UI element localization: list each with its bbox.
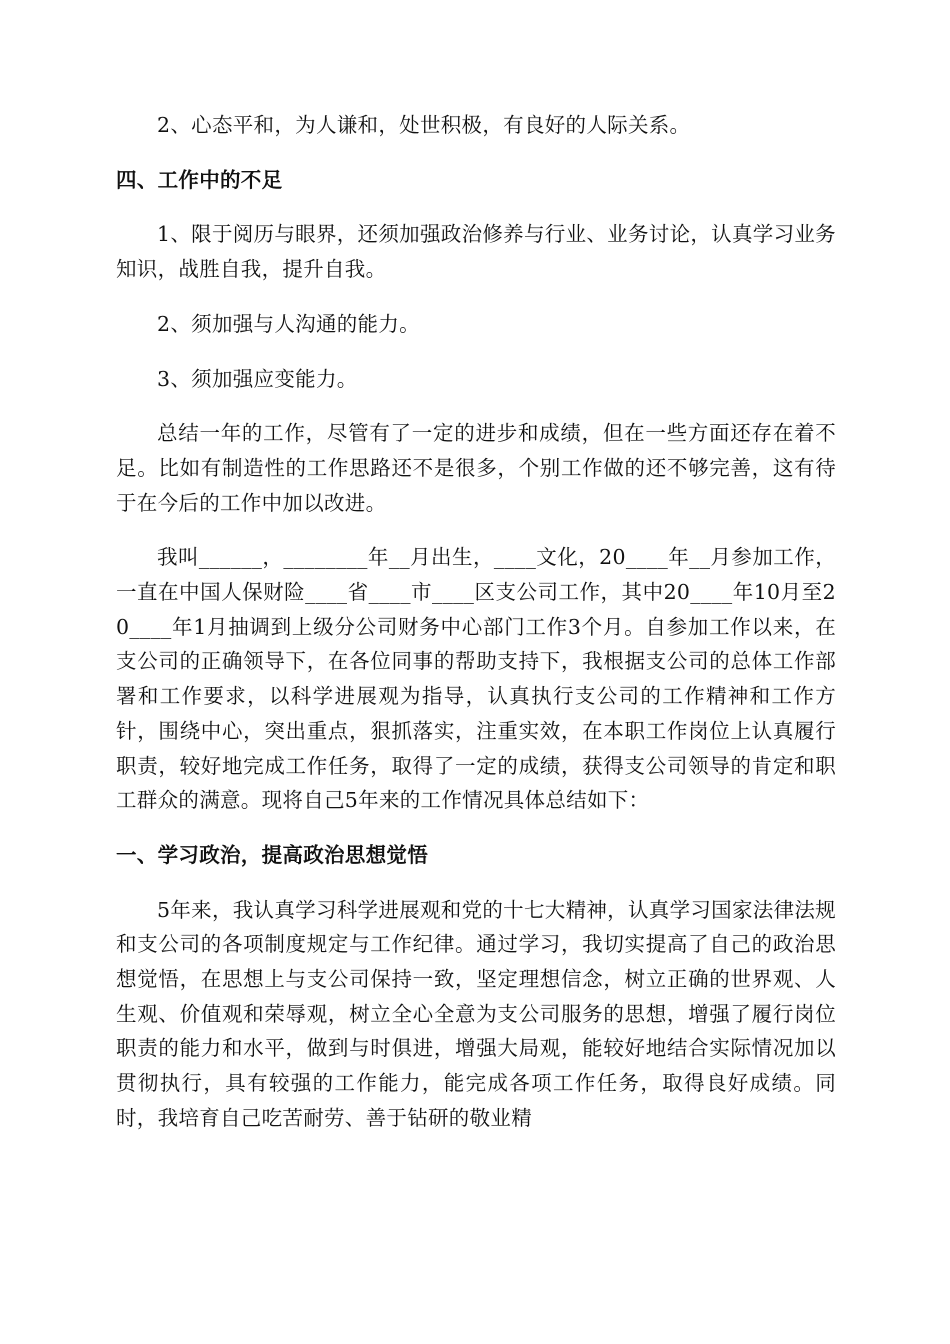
paragraph-political-study: 5年来，我认真学习科学进展观和党的十七大精神，认真学习国家法律法规和支公司的各项制度规定与工作纪律。通过学习，我切实提高了自己的政治思想觉悟，在思想上与支公司保持一致，坚定理想信念，树立正确的世界观、人生观、价值观和荣辱观，树立全心全意为支公司服务的思想，增强了履行岗位职责的能力和水平，做到与时俱进，增强大局观，能较好地结合实际情况加以贯彻执行，具有较强的工作能力，能完成各项工作任务，取得良好成绩。同时，我培育自己吃苦耐劳、善于钻研的敬业精 <box>116 897 836 1130</box>
paragraph-interpersonal: 2、心态平和，为人谦和，处世积极，有良好的人际关系。 <box>157 113 691 137</box>
document-page <box>116 108 836 1136</box>
paragraph-self-introduction: 我叫______，________年__月出生，____文化，20____年__月参加工作，一直在中国人保财险____省____市____区支公司工作，其中20____年10月至20____年1月抽调到上级分公司财务中心部门工作3个月。自参加工作以来，在支公司的正确领导下，在各位同事的帮助支持下，我根据支公司的总体工作部署和工作要求，以科学进展观为指导，认真执行支公司的工作精神和工作方针，围绕中心，突出重点，狠抓落实，注重实效，在本职工作岗位上认真履行职责，较好地完成工作任务，取得了一定的成绩，获得支公司领导的肯定和职工群众的满意。现将自己5年来的工作情况具体总结如下： <box>116 545 836 813</box>
paragraph-shortcoming-3: 3、须加强应变能力。 <box>157 366 358 391</box>
paragraph-shortcoming-2: 2、须加强与人沟通的能力。 <box>157 311 420 336</box>
paragraph-shortcoming-1: 1、限于阅历与眼界，还须加强政治修养与行业、业务讨论，认真学习业务知识，战胜自我，提升自我。 <box>116 222 836 282</box>
section-heading-political-study: 一、学习政治，提高政治思想觉悟 <box>116 842 428 867</box>
paragraph-year-summary: 总结一年的工作，尽管有了一定的进步和成绩，但在一些方面还存在着不足。比如有制造性的工作思路还不是很多，个别工作做的还不够完善，这有待于在今后的工作中加以改进。 <box>116 421 836 515</box>
section-heading-shortcomings: 四、工作中的不足 <box>116 167 283 192</box>
